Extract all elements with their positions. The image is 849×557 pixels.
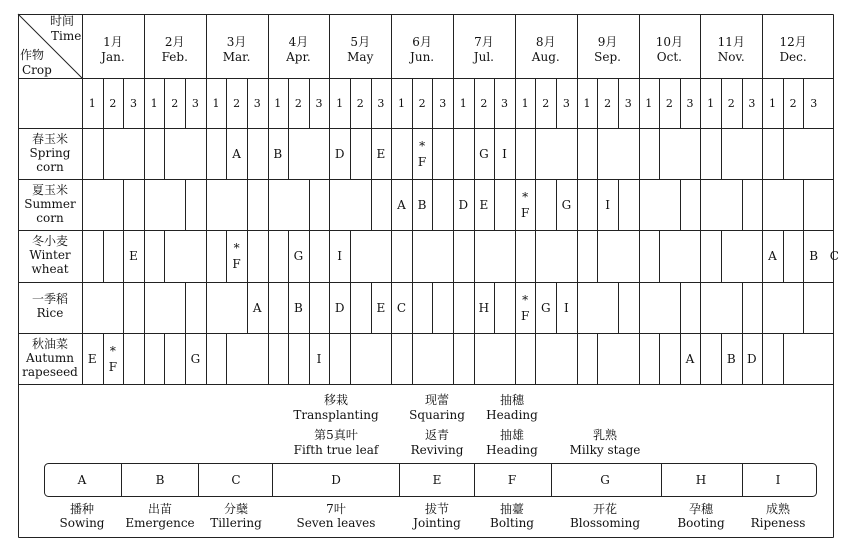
month-label <box>286 36 311 63</box>
stage-code: F <box>417 155 427 169</box>
legend-key-description <box>490 503 534 529</box>
dekad-number: 2 <box>418 97 426 110</box>
legend-key-letter: E <box>432 473 442 487</box>
dekad-number: 2 <box>233 97 241 110</box>
month-en: Feb. <box>161 50 188 64</box>
month-en: Jun. <box>410 50 435 64</box>
legend-key-description <box>751 503 806 529</box>
legend-alternate-name: 乳熟 <box>592 428 618 442</box>
legend-key-letter: C <box>231 473 241 487</box>
crop-label <box>32 293 68 321</box>
month-en: Jul. <box>473 50 495 64</box>
month-en: Sep. <box>594 50 621 64</box>
stage-code: I <box>316 351 322 366</box>
dekad-number: 3 <box>253 97 261 110</box>
crop-name-en-2: corn <box>36 160 64 174</box>
legend-alternate-name: Heading <box>486 443 538 457</box>
dekad-number: 1 <box>521 97 529 110</box>
stage-code: G <box>479 147 489 161</box>
stage-code: G <box>561 198 572 213</box>
stage-code: A <box>685 351 695 366</box>
header-crop-zh: 作物 <box>20 48 45 62</box>
dekad-number: 1 <box>397 97 405 110</box>
dekad-number: 3 <box>130 97 138 110</box>
legend-key-letter: D <box>331 473 341 487</box>
key-stage-marker: * <box>109 343 116 358</box>
legend-alternate-name: 抽雄 <box>499 428 525 442</box>
legend-key-letter: G <box>600 473 610 487</box>
month-label <box>532 36 560 63</box>
legend-key-description <box>297 503 376 529</box>
dekad-number: 3 <box>315 97 323 110</box>
stage-code: I <box>605 198 610 213</box>
month-en: Mar. <box>222 50 251 64</box>
dekad-number: 1 <box>150 97 158 110</box>
month-en: Jan. <box>101 50 125 64</box>
crop-name-zh: 一季稻 <box>31 291 69 306</box>
stage-code: E <box>129 249 138 264</box>
month-label <box>101 36 125 63</box>
key-stage-marker: * <box>522 292 529 307</box>
dekad-number: 2 <box>542 97 550 110</box>
key-stage-marker: * <box>233 241 240 256</box>
legend-key-zh: 出苗 <box>147 502 172 516</box>
stage-code: G <box>293 249 304 264</box>
stage-code: D <box>334 147 345 161</box>
month-zh: 11月 <box>717 35 745 49</box>
legend-alternate-name: 第5真叶 <box>314 428 358 442</box>
legend-key-en: Ripeness <box>750 516 806 530</box>
legend-key-en: Emergence <box>125 516 195 530</box>
dekad-number: 1 <box>645 97 653 110</box>
dekad-number: 3 <box>439 97 447 110</box>
stage-code: B <box>809 249 819 264</box>
month-en: Nov. <box>717 50 745 64</box>
stage-code: F <box>520 206 530 221</box>
month-zh: 3月 <box>226 35 247 49</box>
month-label <box>718 36 745 63</box>
dekad-number: 2 <box>109 97 117 110</box>
month-label <box>410 36 434 63</box>
crop-name-en: Rice <box>36 305 64 320</box>
stage-code: D <box>334 300 345 315</box>
header-time-zh: 时间 <box>50 14 75 28</box>
month-zh: 8月 <box>535 35 556 49</box>
stage-code: E <box>376 300 386 315</box>
crop-name-en: Autumn <box>25 350 75 365</box>
month-label <box>223 36 251 63</box>
stage-code: F <box>108 359 118 374</box>
legend-key-en: Blossoming <box>569 516 641 530</box>
dekad-number: 2 <box>727 97 735 110</box>
month-label <box>474 36 494 63</box>
crop-name-zh: 秋油菜 <box>31 336 68 351</box>
legend-key-letter: H <box>695 473 707 487</box>
legend-alternate-name: Reviving <box>410 443 464 457</box>
legend-key-letter: I <box>775 473 781 487</box>
crop-name-en-2: rapeseed <box>22 364 78 379</box>
stage-code: F <box>232 257 241 272</box>
dekad-number: 1 <box>583 97 591 110</box>
dekad-number: 1 <box>88 97 96 110</box>
month-zh: 5月 <box>350 35 371 49</box>
stage-code: A <box>252 300 262 315</box>
stage-code: B <box>417 198 427 213</box>
dekad-number: 1 <box>212 97 220 110</box>
month-zh: 9月 <box>597 35 618 49</box>
legend-key-zh: 成熟 <box>765 502 790 516</box>
month-en: Aug. <box>531 50 560 64</box>
dekad-number: 1 <box>707 97 715 110</box>
month-label <box>779 36 806 63</box>
dekad-number: 3 <box>501 97 509 110</box>
crop-name-en: Winter <box>29 248 71 263</box>
dekad-number: 1 <box>459 97 467 110</box>
legend-key-en: Seven leaves <box>296 516 376 530</box>
stage-code: I <box>502 147 507 161</box>
legend-key-en: Booting <box>677 516 725 530</box>
legend-key-letter: A <box>77 473 87 487</box>
crop-label <box>22 338 78 378</box>
legend-alternate-name: Transplanting <box>293 408 379 422</box>
legend-key-zh: 7叶 <box>326 502 346 516</box>
legend-key-en: Tillering <box>210 516 262 530</box>
stage-code: A <box>397 198 406 213</box>
stage-code: I <box>563 300 569 315</box>
crop-name-zh: 冬小麦 <box>31 234 69 249</box>
month-label <box>347 36 373 63</box>
legend-key-zh: 孕穗 <box>688 502 713 516</box>
legend-key-zh: 开花 <box>592 502 617 516</box>
month-en: Oct. <box>656 50 682 64</box>
crop-name-en-2: corn <box>36 211 64 226</box>
crop-name-zh: 春玉米 <box>31 132 69 146</box>
stage-code: H <box>478 300 490 315</box>
legend-alternate-name: 返青 <box>424 428 450 442</box>
month-en: Dec. <box>779 50 807 64</box>
stage-code: B <box>726 351 736 366</box>
crop-name-zh: 夏玉米 <box>31 183 69 198</box>
month-label <box>656 36 683 63</box>
legend-key-description <box>210 503 262 529</box>
stage-code: C <box>829 249 839 264</box>
legend-key-en: Bolting <box>490 516 534 530</box>
dekad-number: 3 <box>191 97 199 110</box>
legend-alternate-name: 抽穗 <box>499 393 525 407</box>
legend-key-description <box>60 503 105 529</box>
dekad-number: 3 <box>562 97 570 110</box>
dekad-number: 1 <box>274 97 282 110</box>
month-zh: 10月 <box>655 35 684 49</box>
dekad-number: 1 <box>336 97 344 110</box>
crop-name-en: Summer <box>24 197 76 212</box>
legend-key-en: Jointing <box>413 516 461 530</box>
header-crop-en: Crop <box>22 63 52 77</box>
stage-code: B <box>293 300 303 315</box>
crop-label <box>24 184 76 224</box>
dekad-number: 2 <box>789 97 797 110</box>
legend-key-description <box>677 503 724 529</box>
legend-key-zh: 拔节 <box>424 502 450 516</box>
stage-code: A <box>232 147 241 161</box>
legend-key-zh: 分蘖 <box>223 502 249 516</box>
month-label <box>162 36 188 63</box>
dekad-number: 2 <box>171 97 179 110</box>
stage-code: D <box>747 351 757 366</box>
month-label <box>594 36 621 63</box>
legend-alternate-name: 移栽 <box>323 393 349 407</box>
dekad-number: 1 <box>768 97 776 110</box>
month-en: Apr. <box>286 50 311 64</box>
legend-key-zh: 播种 <box>69 502 94 516</box>
dekad-number: 2 <box>665 97 673 110</box>
key-stage-marker: * <box>419 139 426 153</box>
month-zh: 6月 <box>412 35 432 49</box>
crop-label <box>30 133 71 173</box>
stage-code: E <box>479 198 489 213</box>
dekad-number: 3 <box>624 97 632 110</box>
month-zh: 12月 <box>779 35 807 49</box>
legend-key-description <box>125 503 194 529</box>
key-stage-marker: * <box>522 190 529 205</box>
stage-code: G <box>190 351 201 366</box>
legend-key-zh: 抽薹 <box>499 502 525 516</box>
stage-code: G <box>540 300 551 315</box>
month-zh: 1月 <box>103 35 123 49</box>
legend-alternate-name: Fifth true leaf <box>293 443 379 457</box>
stage-code: E <box>376 147 386 161</box>
legend-alternate-name: Heading <box>486 408 538 422</box>
stage-code: B <box>273 147 283 161</box>
month-zh: 2月 <box>164 35 185 49</box>
month-zh: 7月 <box>474 35 494 49</box>
dekad-number: 3 <box>810 97 818 110</box>
month-en: May <box>347 50 374 64</box>
dekad-number: 2 <box>356 97 364 110</box>
dekad-number: 3 <box>748 97 756 110</box>
legend-key-en: Sowing <box>59 516 105 530</box>
stage-code: C <box>396 300 407 315</box>
legend-key-description <box>413 503 461 529</box>
stage-code: F <box>520 308 530 323</box>
crop-label <box>29 235 70 275</box>
legend-key-letter: F <box>507 473 517 487</box>
month-zh: 4月 <box>288 35 309 49</box>
dekad-number: 2 <box>294 97 302 110</box>
stage-code: A <box>768 249 777 264</box>
stage-code: D <box>458 198 469 213</box>
dekad-number: 2 <box>480 97 488 110</box>
stage-code: E <box>87 351 97 366</box>
legend-key-description <box>570 503 640 529</box>
dekad-number: 3 <box>686 97 694 110</box>
stage-code: I <box>337 249 342 264</box>
legend-alternate-name: Milky stage <box>569 443 641 457</box>
crop-name-en-2: wheat <box>31 262 69 277</box>
dekad-number: 2 <box>604 97 612 110</box>
header-time-en: Time <box>51 29 82 43</box>
legend-key-letter: B <box>155 473 165 487</box>
dekad-number: 3 <box>377 97 385 110</box>
legend-alternate-name: Squaring <box>409 408 465 422</box>
crop-name-en: Spring <box>29 146 71 160</box>
legend-alternate-name: 现蕾 <box>424 393 450 407</box>
